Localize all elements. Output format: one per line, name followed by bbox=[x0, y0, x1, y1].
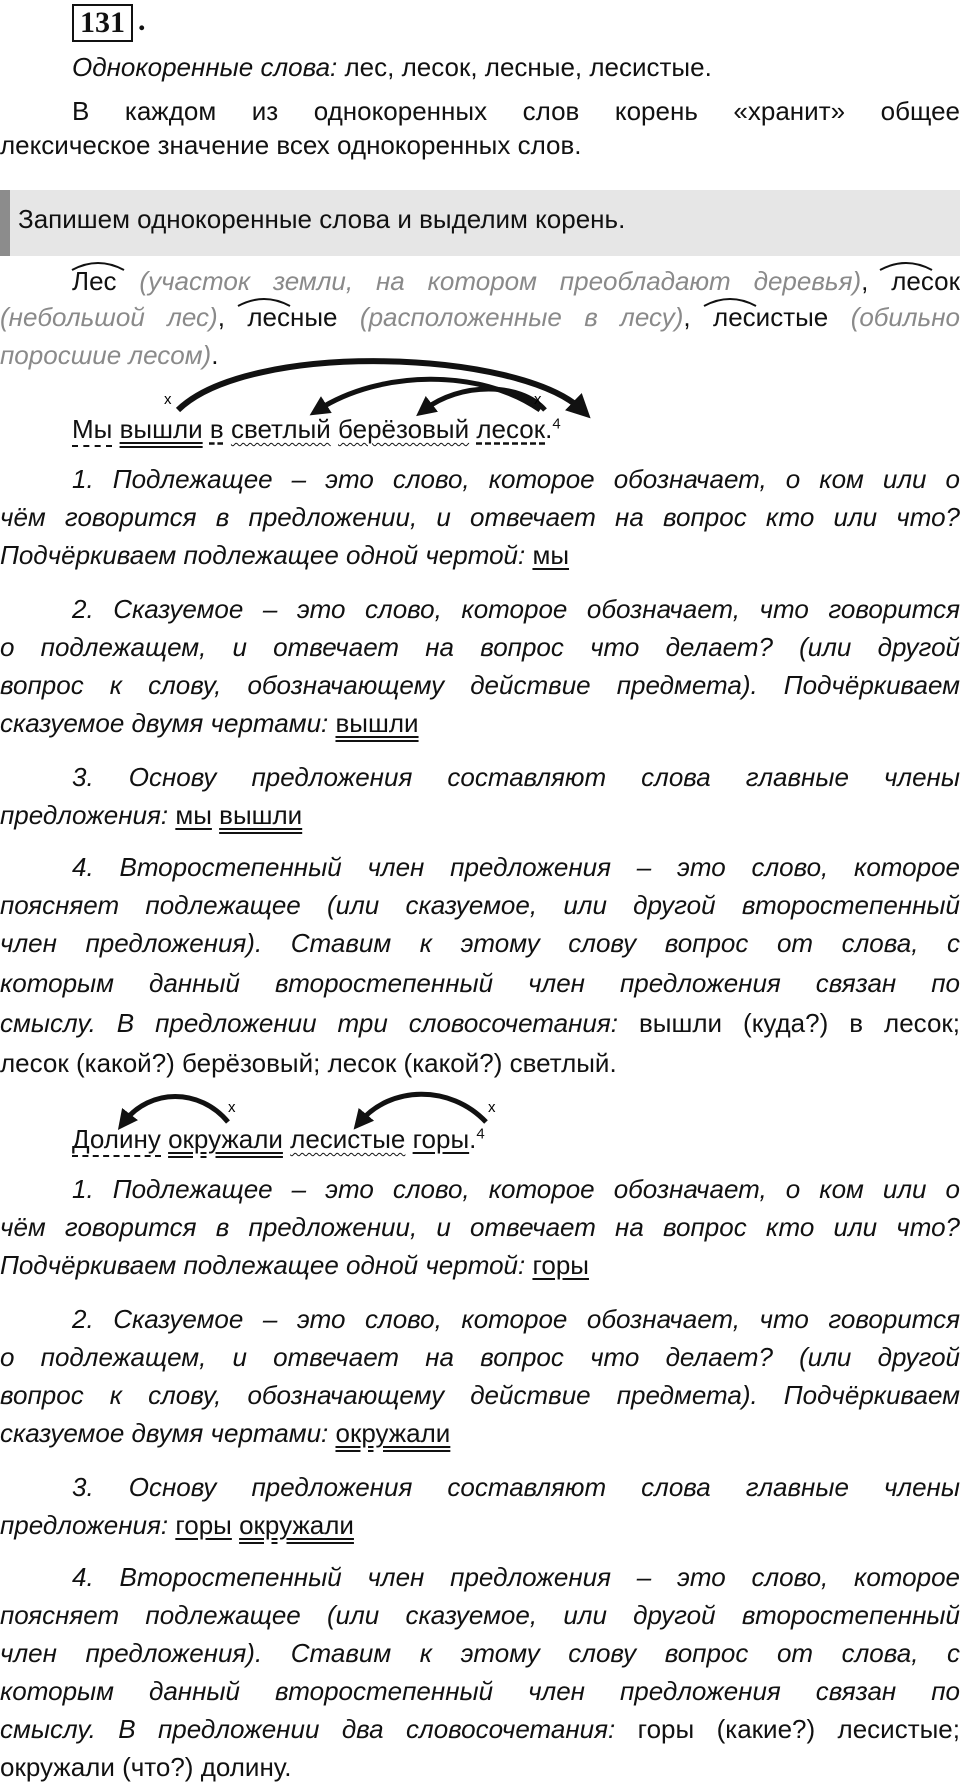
s1-word-lesok: лесок bbox=[476, 414, 546, 444]
exercise-number-dot: . bbox=[138, 4, 146, 37]
s2-item4-l1: 4. Второстепенный член предложения – это слово, которое bbox=[72, 1562, 960, 1592]
s1-item3-l1: 3. Основу предложения составляют слова главные члены bbox=[72, 762, 960, 792]
s1-item4-l1: 4. Второстепенный член предложения – это слово, которое bbox=[72, 852, 960, 882]
s2-answer-predicate: окружали bbox=[335, 1418, 451, 1448]
word-lesok: лесок bbox=[891, 266, 960, 296]
s2-item2-l3: вопрос к слову, обозначающему действие предмета). Подчёркиваем bbox=[0, 1380, 960, 1410]
root-arc-les bbox=[72, 263, 124, 270]
exercise-number: 131 bbox=[72, 4, 133, 42]
root-arc-lesnye bbox=[238, 299, 290, 306]
s1-item2-l2: о подлежащем, и отвечает на вопрос что делает? (или другой bbox=[0, 632, 960, 662]
s1-item1-l2: чём говорится в предложении, и отвечает на вопрос кто или что? bbox=[0, 502, 960, 532]
s1-item4-l5: смыслу. В предложении три словосочетания: вышли (куда?) в лесок; bbox=[0, 1008, 960, 1038]
s2-item1-l2: чём говорится в предложении, и отвечает на вопрос кто или что? bbox=[0, 1212, 960, 1242]
s2-word-gory: горы bbox=[412, 1124, 470, 1154]
def-lesistye-b: поросшие лесом) bbox=[0, 340, 212, 370]
s2-arrow-okruzhali-dolinu bbox=[124, 1097, 228, 1123]
s2-mark-x-2: x bbox=[488, 1099, 496, 1116]
s1-item2-l3: вопрос к слову, обозначающему действие предмета). Подчёркиваем bbox=[0, 670, 960, 700]
word-lesistye: лесистые bbox=[713, 302, 829, 332]
s1-answer-subject: мы bbox=[532, 540, 570, 570]
s1-item2-l4: сказуемое двумя чертами: вышли bbox=[0, 708, 419, 738]
s2-item2-l4: сказуемое двумя чертами: окружали bbox=[0, 1418, 451, 1448]
s2-item1-l1: 1. Подлежащее – это слово, которое обозначает, о ком или о bbox=[72, 1174, 960, 1204]
s2-item4-l3: член предложения). Ставим к этому слову вопрос от слова, с bbox=[0, 1638, 960, 1668]
s1-mark-x-2: x bbox=[534, 391, 542, 408]
cognates-list: лес, лесок, лесные, лесистые. bbox=[337, 52, 712, 82]
s1-word-berezovy: берёзовый bbox=[338, 414, 470, 444]
def-lesok: (небольшой лес) bbox=[0, 302, 218, 332]
s2-item3-l1: 3. Основу предложения составляют слова главные члены bbox=[72, 1472, 960, 1502]
s2-answer-subject: горы bbox=[532, 1250, 589, 1280]
s2-item4-l5: смыслу. В предложении два словосочетания: горы (какие?) лесистые; bbox=[0, 1714, 960, 1744]
s1-item4-l6: лесок (какой?) берёзовый; лесок (какой?) светлый. bbox=[0, 1048, 617, 1078]
cognates-label: Однокоренные слова: bbox=[72, 52, 338, 82]
sentence-2: Долину окружали лесистые горы.$^4$ bbox=[72, 1124, 960, 1155]
s1-arrow-lesok-berezovy bbox=[424, 389, 545, 410]
s1-item1-l1: 1. Подлежащее – это слово, которое обозначает, о ком или о bbox=[72, 464, 960, 494]
root-meaning-line-1: В каждом из однокоренных слов корень «хранит» общее bbox=[72, 96, 960, 126]
word-lesnye: лесные bbox=[247, 302, 338, 332]
def-lesnye: (расположенные в лесу) bbox=[359, 302, 684, 332]
s2-item2-l1: 2. Сказуемое – это слово, которое обозначает, что говорится bbox=[72, 1304, 960, 1334]
s1-word-v: в bbox=[209, 414, 224, 444]
s2-arrow-gory-lesistye bbox=[360, 1094, 486, 1122]
s2-item2-l2: о подлежащем, и отвечает на вопрос что делает? (или другой bbox=[0, 1342, 960, 1372]
s1-item3-l2: предложения: мы вышли bbox=[0, 800, 303, 830]
s2-item3-l2: предложения: горы окружали bbox=[0, 1510, 354, 1540]
word-les: Лес bbox=[72, 266, 117, 296]
s2-word-dolinu: Долину bbox=[72, 1124, 161, 1157]
s2-item4-l2: поясняет подлежащее (или сказуемое, или другой второстепенный bbox=[0, 1600, 960, 1630]
s1-mark-x-1: x bbox=[164, 391, 172, 408]
task-banner-text: Запишем однокоренные слова и выделим корень. bbox=[18, 204, 626, 234]
def-les: (участок земли, на котором преобладают деревья) bbox=[139, 266, 862, 296]
root-meaning-line-2: лексическое значение всех однокоренных слов. bbox=[0, 130, 582, 160]
words-line-3: поросшие лесом). bbox=[0, 340, 219, 370]
s2-item4-l4: которым данный второстепенный член предложения связан по bbox=[0, 1676, 960, 1706]
s1-item4-l3: член предложения). Ставим к этому слову вопрос от слова, с bbox=[0, 928, 960, 958]
words-line-2: (небольшой лес), лесные (расположенные в лесу), лесистые (обильно bbox=[0, 302, 960, 332]
s2-item4-l6: окружали (что?) долину. bbox=[0, 1752, 292, 1782]
s1-word-svetly: светлый bbox=[230, 414, 331, 444]
s2-footnote: 4 bbox=[476, 1125, 485, 1143]
s2-item1-l3: Подчёркиваем подлежащее одной чертой: горы bbox=[0, 1250, 589, 1280]
sentence-1: Мы вышли в светлый берёзовый лесок.$^4$ bbox=[72, 414, 960, 445]
s1-item2-l1: 2. Сказуемое – это слово, которое обозначает, что говорится bbox=[72, 594, 960, 624]
words-line-1: Лес (участок земли, на котором преобладают деревья), лесок bbox=[72, 266, 960, 296]
s2-word-okruzhali: окружали bbox=[168, 1124, 283, 1154]
def-lesistye-a: (обильно bbox=[850, 302, 960, 332]
root-arc-lesok bbox=[880, 263, 932, 270]
s2-mark-x-1: x bbox=[228, 1099, 236, 1116]
s1-word-my: Мы bbox=[72, 414, 112, 447]
s1-item4-l2: поясняет подлежащее (или сказуемое, или другой второстепенный bbox=[0, 890, 960, 920]
root-arc-lesistye bbox=[704, 299, 756, 306]
s1-item4-l4: которым данный второстепенный член предложения связан по bbox=[0, 968, 960, 998]
s1-footnote: 4 bbox=[552, 415, 561, 433]
s1-item1-l3: Подчёркиваем подлежащее одной чертой: мы bbox=[0, 540, 570, 570]
s1-answer-predicate: вышли bbox=[335, 708, 419, 738]
s1-word-vyshli: вышли bbox=[119, 414, 203, 444]
s2-word-lesistye: лесистые bbox=[290, 1124, 406, 1154]
